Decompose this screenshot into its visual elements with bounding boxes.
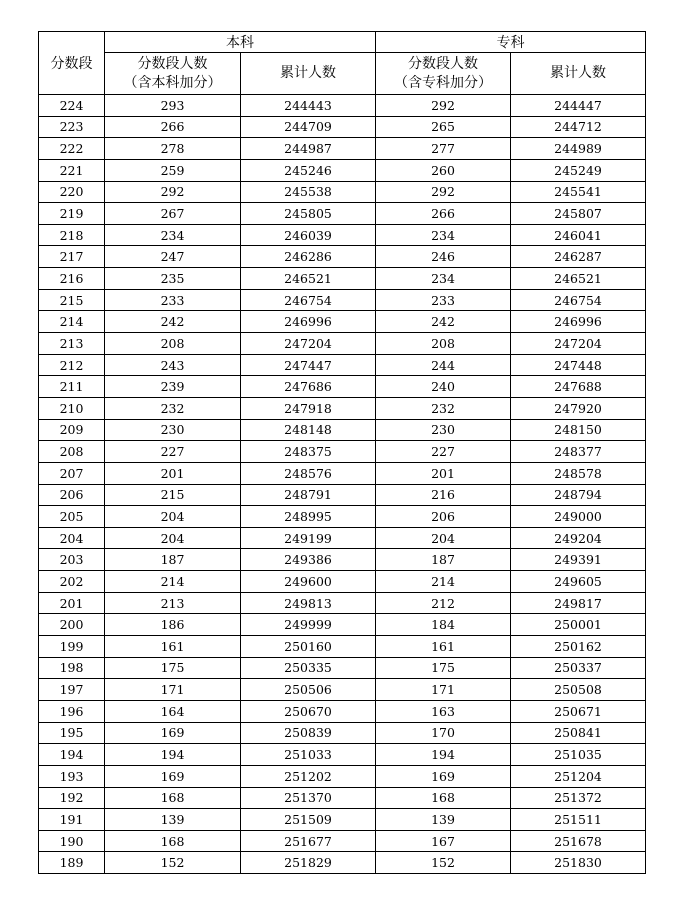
table-row [39,116,646,138]
score-cell: 223 [39,116,105,138]
score-cell: 211 [39,376,105,398]
benke-cumulative-cell: 250839 [241,722,376,744]
benke-count-cell: 168 [105,787,241,809]
zhuanke-cumulative-header: 累计人数 [511,53,646,95]
score-cell: 203 [39,549,105,571]
benke-cumulative-cell: 248148 [241,419,376,441]
zhuanke-cumulative-cell: 250337 [511,657,646,679]
zhuanke-cumulative-cell: 250841 [511,722,646,744]
table-row [39,852,646,874]
table-row [39,289,646,311]
zhuanke-count-note: （含专科加分） [394,74,492,91]
benke-count-cell: 204 [105,506,241,528]
table-row [39,246,646,268]
benke-cumulative-cell: 251829 [241,852,376,874]
benke-count-cell: 259 [105,159,241,181]
zhuanke-count-cell: 194 [376,744,511,766]
benke-count-cell: 243 [105,354,241,376]
benke-count-cell: 267 [105,203,241,225]
zhuanke-count-cell: 167 [376,830,511,852]
zhuanke-count-header [376,53,511,95]
benke-count-cell: 152 [105,852,241,874]
benke-cumulative-cell: 251370 [241,787,376,809]
benke-count-cell: 292 [105,181,241,203]
table-row [39,636,646,658]
zhuanke-count-cell: 152 [376,852,511,874]
zhuanke-cumulative-cell: 244447 [511,95,646,117]
benke-cumulative-cell: 250670 [241,700,376,722]
score-cell: 214 [39,311,105,333]
zhuanke-count-cell: 260 [376,159,511,181]
zhuanke-header: 专科 [376,32,646,53]
table-row [39,181,646,203]
benke-count-note: （含本科加分） [123,74,222,91]
table-row [39,376,646,398]
benke-cumulative-cell: 246996 [241,311,376,333]
zhuanke-count-cell: 265 [376,116,511,138]
benke-count-cell: 175 [105,657,241,679]
score-cell: 196 [39,700,105,722]
table-row [39,397,646,419]
zhuanke-cumulative-cell: 247204 [511,333,646,355]
score-cell: 208 [39,441,105,463]
table-row [39,203,646,225]
score-cell: 209 [39,419,105,441]
score-cell: 212 [39,354,105,376]
table-row [39,354,646,376]
benke-count-cell: 169 [105,722,241,744]
zhuanke-cumulative-cell: 245249 [511,159,646,181]
zhuanke-cumulative-cell: 249000 [511,506,646,528]
zhuanke-cumulative-cell: 251830 [511,852,646,874]
benke-count-cell: 266 [105,116,241,138]
table-row [39,700,646,722]
table-row [39,722,646,744]
score-cell: 220 [39,181,105,203]
zhuanke-count-cell: 234 [376,268,511,290]
benke-cumulative-cell: 247686 [241,376,376,398]
benke-cumulative-cell: 250506 [241,679,376,701]
benke-count-cell: 139 [105,809,241,831]
benke-count-cell: 208 [105,333,241,355]
table-row [39,311,646,333]
benke-cumulative-cell: 248791 [241,484,376,506]
zhuanke-cumulative-cell: 248377 [511,441,646,463]
benke-cumulative-cell: 251677 [241,830,376,852]
zhuanke-count-cell: 206 [376,506,511,528]
benke-count-cell: 230 [105,419,241,441]
benke-count-cell: 169 [105,765,241,787]
score-distribution-table [38,31,646,874]
table-row [39,527,646,549]
table-row [39,419,646,441]
score-cell: 210 [39,397,105,419]
benke-count-cell: 293 [105,95,241,117]
benke-cumulative-cell: 244987 [241,138,376,160]
score-cell: 218 [39,224,105,246]
zhuanke-count-cell: 246 [376,246,511,268]
zhuanke-cumulative-cell: 246287 [511,246,646,268]
table-row [39,549,646,571]
zhuanke-cumulative-cell: 249605 [511,571,646,593]
zhuanke-count-cell: 234 [376,224,511,246]
benke-count-cell: 201 [105,462,241,484]
zhuanke-cumulative-cell: 250162 [511,636,646,658]
benke-cumulative-cell: 247447 [241,354,376,376]
score-cell: 194 [39,744,105,766]
zhuanke-cumulative-cell: 250508 [511,679,646,701]
table-body [39,95,646,874]
table-row [39,765,646,787]
score-cell: 204 [39,527,105,549]
table-row [39,138,646,160]
table-row [39,592,646,614]
table-row [39,159,646,181]
zhuanke-cumulative-cell: 247920 [511,397,646,419]
zhuanke-count-cell: 292 [376,181,511,203]
zhuanke-count-cell: 212 [376,592,511,614]
score-cell: 216 [39,268,105,290]
zhuanke-cumulative-cell: 249391 [511,549,646,571]
score-cell: 205 [39,506,105,528]
score-cell: 200 [39,614,105,636]
benke-cumulative-cell: 244443 [241,95,376,117]
score-cell: 221 [39,159,105,181]
benke-count-cell: 213 [105,592,241,614]
table-row [39,809,646,831]
table-row [39,441,646,463]
benke-cumulative-cell: 251202 [241,765,376,787]
benke-count-cell: 186 [105,614,241,636]
benke-count-cell: 227 [105,441,241,463]
score-cell: 198 [39,657,105,679]
benke-count-cell: 232 [105,397,241,419]
score-cell: 213 [39,333,105,355]
table-row [39,224,646,246]
benke-cumulative-cell: 251509 [241,809,376,831]
zhuanke-count-cell: 208 [376,333,511,355]
zhuanke-cumulative-cell: 251678 [511,830,646,852]
table-row [39,506,646,528]
benke-cumulative-cell: 248375 [241,441,376,463]
zhuanke-count-cell: 240 [376,376,511,398]
benke-count-cell: 204 [105,527,241,549]
zhuanke-cumulative-cell: 247448 [511,354,646,376]
benke-cumulative-cell: 249813 [241,592,376,614]
zhuanke-count-cell: 233 [376,289,511,311]
benke-count-cell: 215 [105,484,241,506]
table-row [39,571,646,593]
zhuanke-cumulative-cell: 250671 [511,700,646,722]
score-cell: 224 [39,95,105,117]
benke-count-cell: 164 [105,700,241,722]
table-row [39,830,646,852]
table-row [39,462,646,484]
benke-count-cell: 235 [105,268,241,290]
benke-cumulative-cell: 245538 [241,181,376,203]
benke-count-header [105,53,241,95]
zhuanke-count-cell: 184 [376,614,511,636]
score-cell: 189 [39,852,105,874]
zhuanke-cumulative-cell: 246754 [511,289,646,311]
benke-cumulative-cell: 249199 [241,527,376,549]
score-cell: 217 [39,246,105,268]
zhuanke-cumulative-cell: 251204 [511,765,646,787]
benke-cumulative-cell: 245246 [241,159,376,181]
zhuanke-count-cell: 216 [376,484,511,506]
table-header [39,32,646,95]
benke-count-label: 分数段人数 [137,55,208,72]
zhuanke-count-cell: 292 [376,95,511,117]
benke-cumulative-cell: 251033 [241,744,376,766]
table-row [39,95,646,117]
table-row [39,268,646,290]
benke-count-cell: 233 [105,289,241,311]
benke-count-cell: 171 [105,679,241,701]
benke-count-cell: 242 [105,311,241,333]
zhuanke-cumulative-cell: 251511 [511,809,646,831]
benke-count-cell: 247 [105,246,241,268]
benke-cumulative-cell: 246754 [241,289,376,311]
score-cell: 219 [39,203,105,225]
score-cell: 190 [39,830,105,852]
zhuanke-cumulative-cell: 250001 [511,614,646,636]
score-cell: 191 [39,809,105,831]
benke-cumulative-cell: 244709 [241,116,376,138]
zhuanke-count-cell: 227 [376,441,511,463]
score-cell: 195 [39,722,105,744]
zhuanke-cumulative-cell: 247688 [511,376,646,398]
zhuanke-count-cell: 170 [376,722,511,744]
zhuanke-count-cell: 187 [376,549,511,571]
zhuanke-count-cell: 161 [376,636,511,658]
zhuanke-cumulative-cell: 248794 [511,484,646,506]
benke-count-cell: 278 [105,138,241,160]
zhuanke-cumulative-cell: 248150 [511,419,646,441]
benke-cumulative-cell: 246521 [241,268,376,290]
zhuanke-count-cell: 163 [376,700,511,722]
zhuanke-count-cell: 242 [376,311,511,333]
score-range-header: 分数段 [39,32,105,95]
zhuanke-cumulative-cell: 244712 [511,116,646,138]
zhuanke-count-cell: 139 [376,809,511,831]
zhuanke-count-cell: 168 [376,787,511,809]
score-cell: 193 [39,765,105,787]
benke-cumulative-cell: 247918 [241,397,376,419]
benke-cumulative-cell: 250335 [241,657,376,679]
zhuanke-cumulative-cell: 246996 [511,311,646,333]
zhuanke-cumulative-cell: 251372 [511,787,646,809]
score-cell: 201 [39,592,105,614]
table-row [39,787,646,809]
benke-cumulative-cell: 248995 [241,506,376,528]
table-row [39,333,646,355]
benke-count-cell: 168 [105,830,241,852]
zhuanke-count-cell: 175 [376,657,511,679]
score-cell: 192 [39,787,105,809]
score-cell: 202 [39,571,105,593]
zhuanke-cumulative-cell: 244989 [511,138,646,160]
benke-count-cell: 214 [105,571,241,593]
score-cell: 222 [39,138,105,160]
zhuanke-cumulative-cell: 251035 [511,744,646,766]
zhuanke-count-cell: 244 [376,354,511,376]
table-row [39,657,646,679]
zhuanke-count-cell: 201 [376,462,511,484]
table-row [39,484,646,506]
zhuanke-count-cell: 204 [376,527,511,549]
benke-cumulative-header: 累计人数 [241,53,376,95]
zhuanke-count-cell: 171 [376,679,511,701]
benke-count-cell: 234 [105,224,241,246]
benke-count-cell: 239 [105,376,241,398]
zhuanke-count-label: 分数段人数 [408,55,478,72]
table-row [39,679,646,701]
zhuanke-count-cell: 277 [376,138,511,160]
benke-cumulative-cell: 246286 [241,246,376,268]
zhuanke-count-cell: 230 [376,419,511,441]
zhuanke-cumulative-cell: 245807 [511,203,646,225]
zhuanke-cumulative-cell: 249204 [511,527,646,549]
zhuanke-cumulative-cell: 248578 [511,462,646,484]
benke-count-cell: 161 [105,636,241,658]
zhuanke-count-cell: 169 [376,765,511,787]
score-cell: 207 [39,462,105,484]
benke-count-cell: 194 [105,744,241,766]
zhuanke-cumulative-cell: 246041 [511,224,646,246]
table-row [39,614,646,636]
benke-cumulative-cell: 248576 [241,462,376,484]
score-cell: 197 [39,679,105,701]
score-cell: 206 [39,484,105,506]
benke-cumulative-cell: 249999 [241,614,376,636]
benke-cumulative-cell: 245805 [241,203,376,225]
zhuanke-count-cell: 232 [376,397,511,419]
score-cell: 215 [39,289,105,311]
benke-cumulative-cell: 246039 [241,224,376,246]
benke-cumulative-cell: 250160 [241,636,376,658]
benke-header: 本科 [105,32,376,53]
benke-count-cell: 187 [105,549,241,571]
zhuanke-cumulative-cell: 246521 [511,268,646,290]
zhuanke-cumulative-cell: 245541 [511,181,646,203]
zhuanke-count-cell: 266 [376,203,511,225]
benke-cumulative-cell: 249386 [241,549,376,571]
benke-cumulative-cell: 247204 [241,333,376,355]
zhuanke-cumulative-cell: 249817 [511,592,646,614]
zhuanke-count-cell: 214 [376,571,511,593]
benke-cumulative-cell: 249600 [241,571,376,593]
table-row [39,744,646,766]
score-cell: 199 [39,636,105,658]
